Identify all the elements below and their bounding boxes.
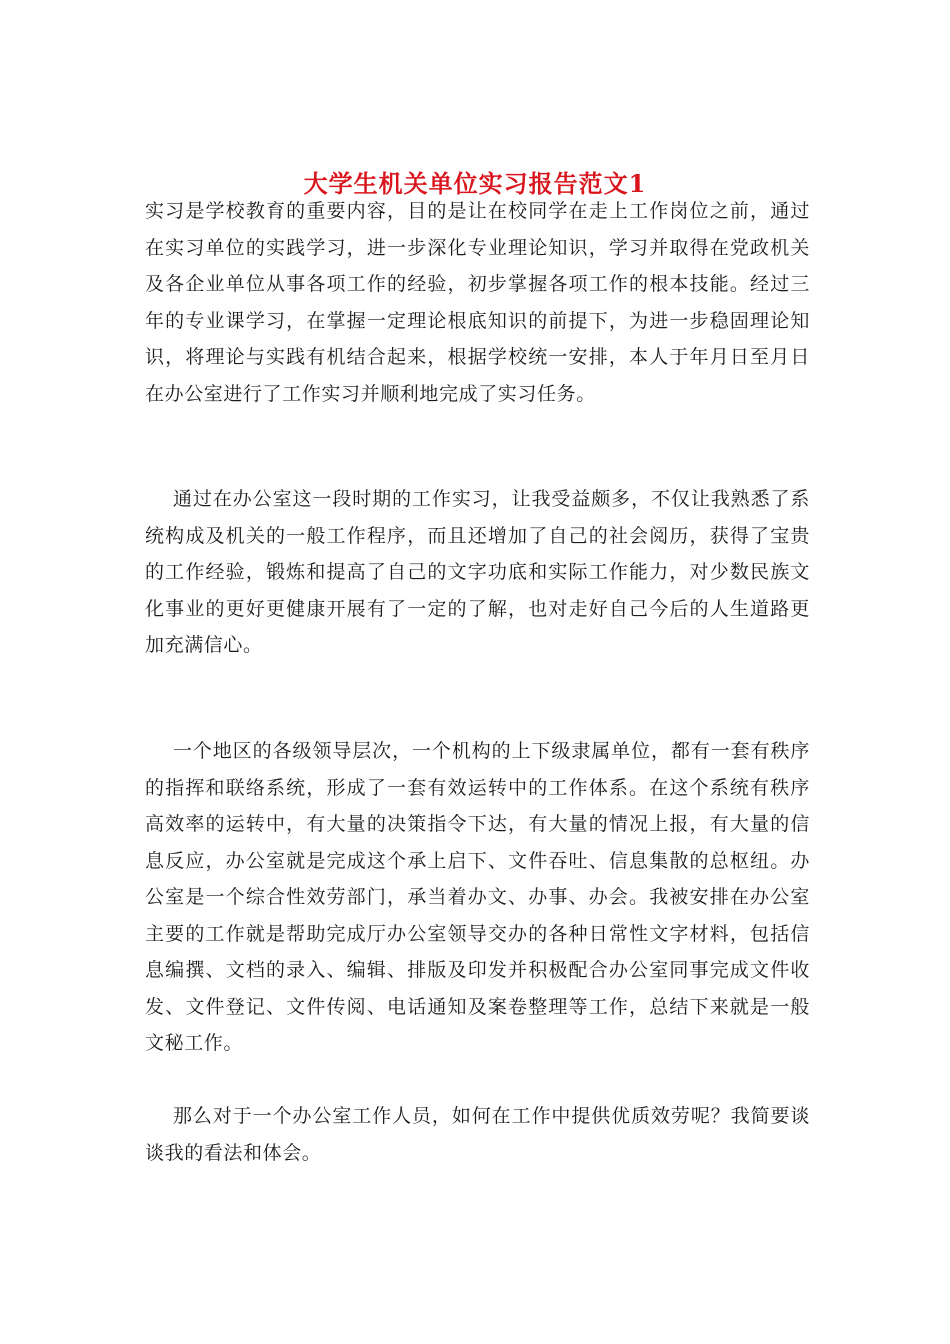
paragraph-4: 那么对于一个办公室工作人员，如何在工作中提供优质效劳呢？我简要谈谈我的看法和体会。 bbox=[145, 1105, 810, 1164]
paragraph-3: 一个地区的各级领导层次，一个机构的上下级隶属单位，都有一套有秩序的指挥和联络系统，形成了一套有效运转中的工作体系。在这个系统有秩序高效率的运转中，有大量的决策指令下达，有大量的情况上报，有大量的信息反应，办公室就是完成这个承上启下、文件吞吐、信息集散的总枢纽。办公室是一个综合性效劳部门，承当着办文、办事、办会。我被安排在办公室主要的工作就是帮助完成厅办公室领导交办的各种日常性文字材料，包括信息编撰、文档的录入、编辑、排版及印发并积极配合办公室同事完成文件收发、文件登记、文件传阅、电话通知及案卷整理等工作，总结下来就是一般文秘工作。 bbox=[145, 740, 810, 1054]
paragraph-2: 通过在办公室这一段时期的工作实习，让我受益颇多，不仅让我熟悉了系统构成及机关的一般工作程序，而且还增加了自己的社会阅历，获得了宝贵的工作经验，锻炼和提高了自己的文字功底和实际工作能力，对少数民族文化事业的更好更健康开展有了一定的了解，也对走好自己今后的人生道路更加充满信心。 bbox=[145, 488, 810, 656]
paragraph-1: 实习是学校教育的重要内容，目的是让在校同学在走上工作岗位之前，通过在实习单位的实践学习，进一步深化专业理论知识，学习并取得在党政机关及各企业单位从事各项工作的经验，初步掌握各项工作的根本技能。经过三年的专业课学习，在掌握一定理论根底知识的前提下，为进一步稳固理论知识，将理论与实践有机结合起来，根据学校统一安排，本人于年月日至月日在办公室进行了工作实习并顺利地完成了实习任务。 bbox=[145, 200, 810, 405]
document-title: 大学生机关单位实习报告范文1 bbox=[303, 169, 647, 199]
